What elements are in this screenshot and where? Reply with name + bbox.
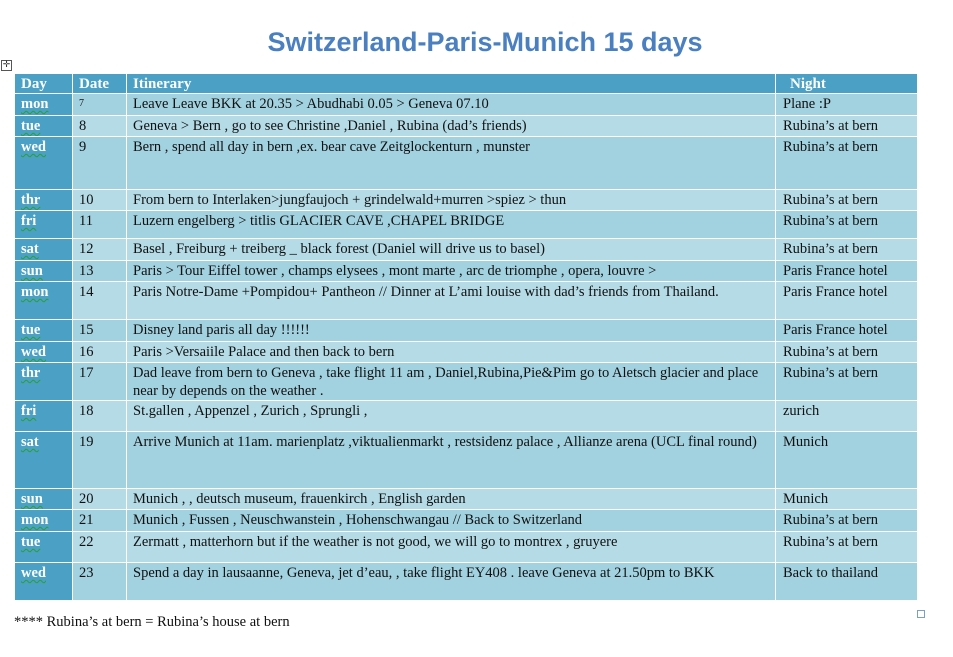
table-row — [15, 137, 918, 190]
table-row — [15, 563, 918, 601]
day-cell: tue — [15, 320, 73, 342]
night-cell: Rubina’s at bern — [776, 116, 918, 137]
itinerary-cell: Luzern engelberg > titlis GLACIER CAVE ,CHAPEL BRIDGE — [127, 211, 776, 239]
itinerary-cell: Munich , , deutsch museum, frauenkirch , English garden — [127, 489, 776, 510]
day-cell: thr — [15, 363, 73, 401]
table-row — [15, 211, 918, 239]
table-header-row — [15, 74, 918, 94]
date-cell: 20 — [73, 489, 127, 510]
header-itinerary: Itinerary — [127, 74, 776, 94]
day-cell: wed — [15, 342, 73, 363]
itinerary-cell: Arrive Munich at 11am. marienplatz ,viktualienmarkt , restsidenz palace , Allianze arena (UCL final round) — [127, 432, 776, 489]
night-cell: Paris France hotel — [776, 282, 918, 320]
night-cell: Rubina’s at bern — [776, 363, 918, 401]
night-cell: Paris France hotel — [776, 261, 918, 282]
table-row — [15, 510, 918, 532]
date-cell: 17 — [73, 363, 127, 401]
day-cell: fri — [15, 401, 73, 432]
night-cell: Rubina’s at bern — [776, 510, 918, 532]
day-cell: wed — [15, 563, 73, 601]
itinerary-cell: Dad leave from bern to Geneva , take flight 11 am , Daniel,Rubina,Pie&Pim go to Aletsch glacier and place near by depends on the weather . — [127, 363, 776, 401]
day-cell: tue — [15, 116, 73, 137]
night-cell: Munich — [776, 489, 918, 510]
itinerary-cell: Spend a day in lausaanne, Geneva, jet d’eau, , take flight EY408 . leave Geneva at 21.50pm to BKK — [127, 563, 776, 601]
date-cell: 8 — [73, 116, 127, 137]
night-cell: Rubina’s at bern — [776, 532, 918, 563]
date-cell: 11 — [73, 211, 127, 239]
document-title: Switzerland-Paris-Munich 15 days — [267, 27, 703, 57]
night-cell: Rubina’s at bern — [776, 190, 918, 211]
footnote: **** Rubina’s at bern = Rubina’s house at bern — [14, 614, 290, 630]
day-cell: mon — [15, 94, 73, 116]
day-cell: sat — [15, 239, 73, 261]
header-night: Night — [776, 74, 918, 94]
date-cell: 12 — [73, 239, 127, 261]
itinerary-cell: Disney land paris all day !!!!!! — [127, 320, 776, 342]
date-cell: 18 — [73, 401, 127, 432]
night-cell: Munich — [776, 432, 918, 489]
itinerary-cell: Paris >Versaiile Palace and then back to bern — [127, 342, 776, 363]
table-row — [15, 239, 918, 261]
date-cell: 14 — [73, 282, 127, 320]
table-row — [15, 432, 918, 489]
date-cell: 15 — [73, 320, 127, 342]
table-row — [15, 342, 918, 363]
day-cell: sat — [15, 432, 73, 489]
itinerary-cell: Zermatt , matterhorn but if the weather is not good, we will go to montrex , gruyere — [127, 532, 776, 563]
day-cell: sun — [15, 489, 73, 510]
day-cell: wed — [15, 137, 73, 190]
day-cell: sun — [15, 261, 73, 282]
day-cell: mon — [15, 510, 73, 532]
date-cell: 23 — [73, 563, 127, 601]
night-cell: Rubina’s at bern — [776, 342, 918, 363]
day-cell: mon — [15, 282, 73, 320]
table-row — [15, 94, 918, 116]
date-cell: 16 — [73, 342, 127, 363]
night-cell: zurich — [776, 401, 918, 432]
table-row — [15, 489, 918, 510]
night-cell: Plane :P — [776, 94, 918, 116]
itinerary-cell: Paris > Tour Eiffel tower , champs elysees , mont marte , arc de triomphe , opera, louvre > — [127, 261, 776, 282]
table-row — [15, 261, 918, 282]
table-row — [15, 282, 918, 320]
date-cell: 19 — [73, 432, 127, 489]
night-cell: Back to thailand — [776, 563, 918, 601]
itinerary-cell: St.gallen , Appenzel , Zurich , Sprungli , — [127, 401, 776, 432]
date-cell: 7 — [73, 94, 127, 116]
day-cell: thr — [15, 190, 73, 211]
night-cell: Rubina’s at bern — [776, 239, 918, 261]
itinerary-cell: Paris Notre-Dame +Pompidou+ Pantheon // Dinner at L’ami louise with dad’s friends from Thailand. — [127, 282, 776, 320]
table-resize-handle[interactable] — [917, 610, 925, 618]
date-cell: 9 — [73, 137, 127, 190]
itinerary-cell: Leave Leave BKK at 20.35 > Abudhabi 0.05 > Geneva 07.10 — [127, 94, 776, 116]
date-cell: 21 — [73, 510, 127, 532]
itinerary-cell: Basel , Freiburg + treiberg _ black forest (Daniel will drive us to basel) — [127, 239, 776, 261]
table-row — [15, 532, 918, 563]
header-date: Date — [73, 74, 127, 94]
day-cell: fri — [15, 211, 73, 239]
date-cell: 22 — [73, 532, 127, 563]
table-row — [15, 401, 918, 432]
night-cell: Rubina’s at bern — [776, 211, 918, 239]
table-row — [15, 320, 918, 342]
table-row — [15, 190, 918, 211]
itinerary-cell: Bern , spend all day in bern ,ex. bear cave Zeitglockenturn , munster — [127, 137, 776, 190]
day-cell: tue — [15, 532, 73, 563]
table-row — [15, 363, 918, 401]
table-row — [15, 116, 918, 137]
date-cell: 10 — [73, 190, 127, 211]
itinerary-cell: From bern to Interlaken>jungfaujoch + grindelwald+murren >spiez > thun — [127, 190, 776, 211]
night-cell: Paris France hotel — [776, 320, 918, 342]
night-cell: Rubina’s at bern — [776, 137, 918, 190]
table-move-handle-icon[interactable]: ✛ — [2, 60, 11, 70]
header-day: Day — [15, 74, 73, 94]
itinerary-cell: Munich , Fussen , Neuschwanstein , Hohenschwangau // Back to Switzerland — [127, 510, 776, 532]
date-cell: 13 — [73, 261, 127, 282]
itinerary-cell: Geneva > Bern , go to see Christine ,Daniel , Rubina (dad’s friends) — [127, 116, 776, 137]
itinerary-table — [14, 73, 918, 601]
